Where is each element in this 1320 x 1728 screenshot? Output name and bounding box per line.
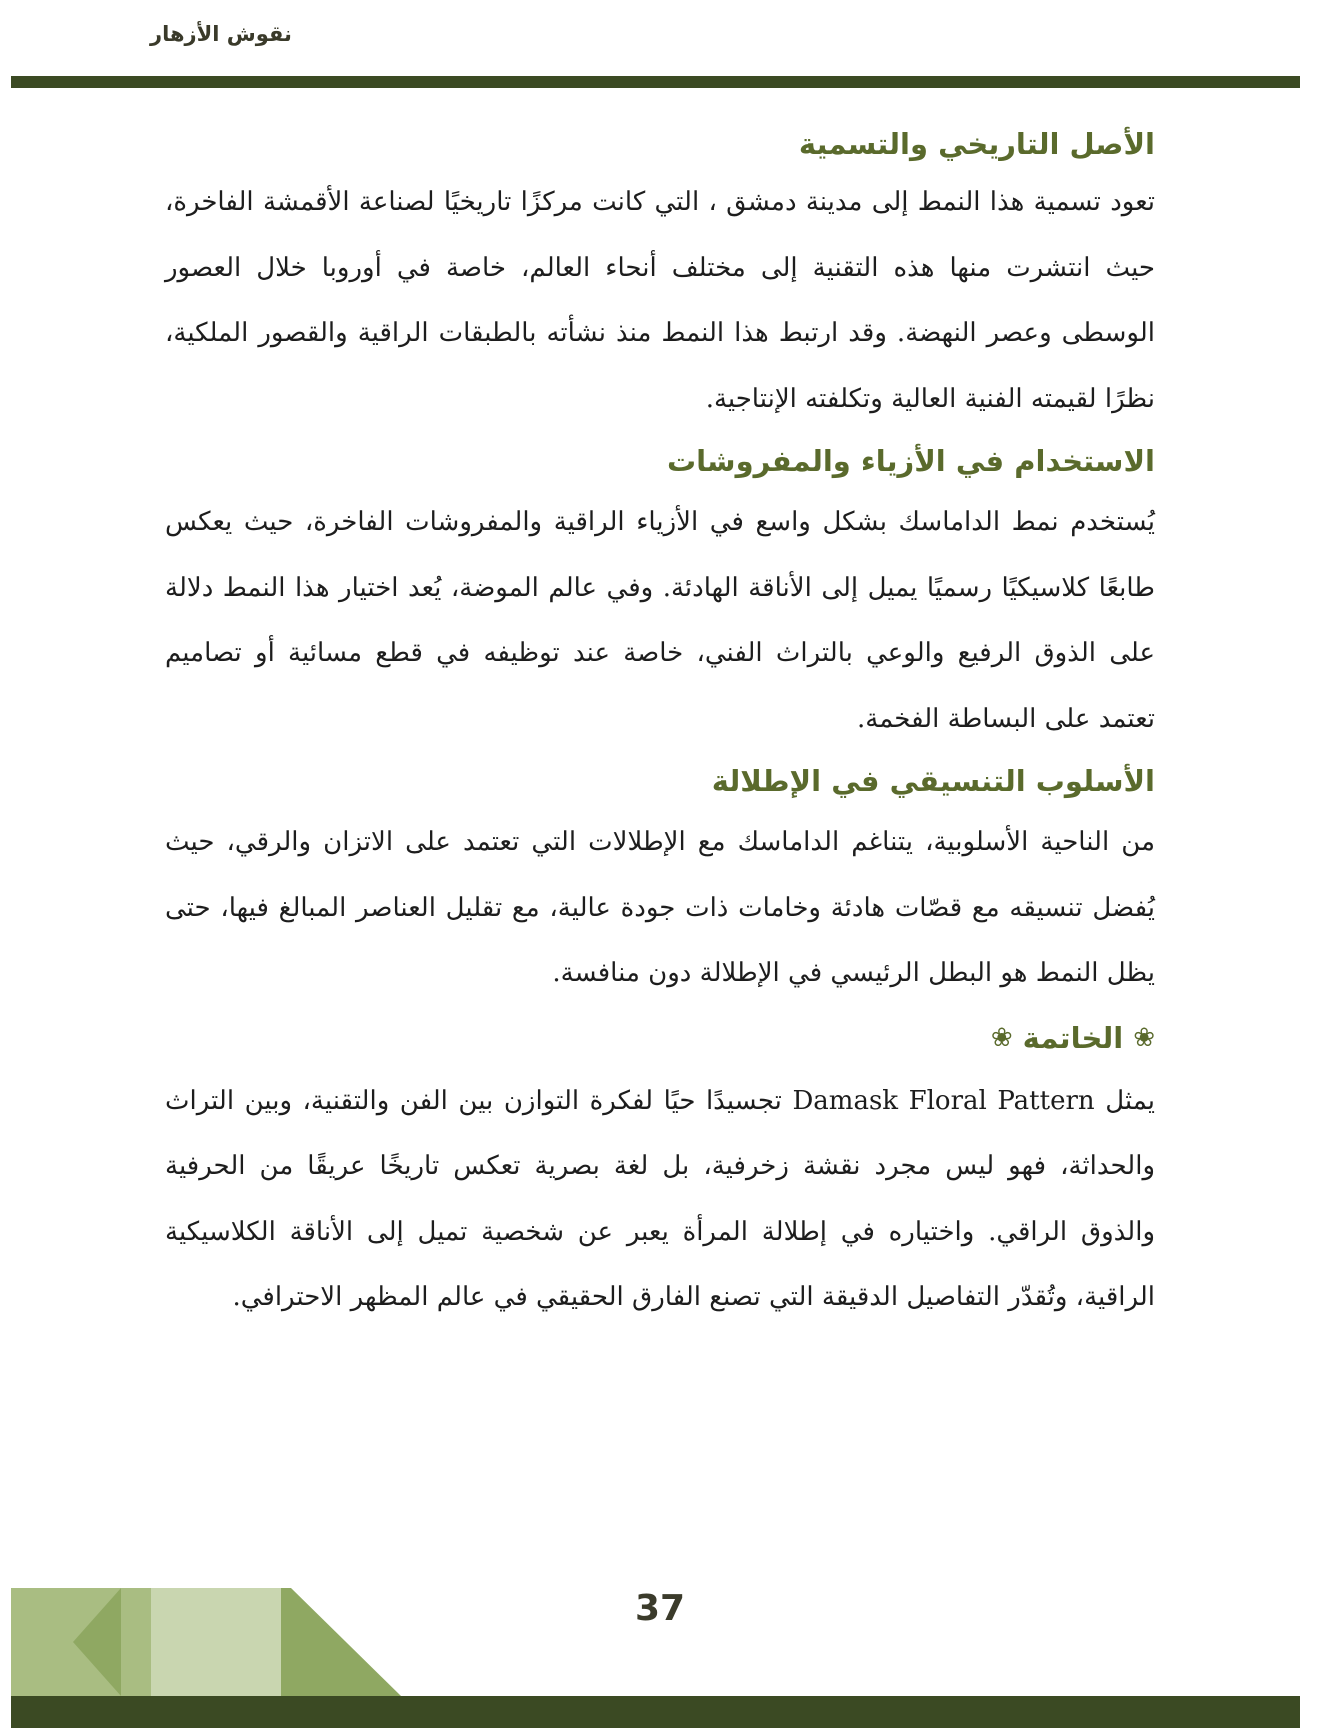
section-heading-styling: الأسلوب التنسيقي في الإطلالة xyxy=(711,764,1155,798)
flower-icon: ❀ xyxy=(1133,1022,1155,1053)
footer-decoration xyxy=(11,1588,441,1696)
main-content xyxy=(165,118,1155,1331)
conclusion-heading-text: الخاتمة xyxy=(1022,1020,1124,1055)
section-body-history: تعود تسمية هذا النمط إلى مدينة دمشق ، التي كانت مركزًا تاريخيًا لصناعة الأقمشة الفاخرة، حيث انتشرت منها هذه التقنية إلى مختلف أنحاء العالم، خاصة في أوروبا خلال العصور الوسطى وعصر النهضة. وقد ارتبط هذا النمط منذ نشأته بالطبقات الراقية والقصور الملكية، نظرًا لقيمته الفنية العالية وتكلفته الإنتاجية. xyxy=(165,187,1155,414)
section-body-styling: من الناحية الأسلوبية، يتناغم الداماسك مع الإطلالات التي تعتمد على الاتزان والرقي، حيث يُفضل تنسيقه مع قصّات هادئة وخامات ذات جودة عالية، مع تقليل العناصر المبالغ فيها، حتى يظل النمط هو البطل الرئيسي في الإطلالة دون منافسة. xyxy=(165,827,1155,988)
conclusion-heading xyxy=(165,1007,1155,1069)
section-heading-usage: الاستخدام في الأزياء والمفروشات xyxy=(667,444,1155,478)
section-heading-history: الأصل التاريخي والتسمية xyxy=(798,127,1155,161)
flower-icon: ❀ xyxy=(990,1022,1013,1053)
section-body-usage: يُستخدم نمط الداماسك بشكل واسع في الأزياء الراقية والمفروشات الفاخرة، حيث يعكس طابعًا كلاسيكيًا رسميًا يميل إلى الأناقة الهادئة. وفي عالم الموضة، يُعد اختيار هذا النمط دلالة على الذوق الرفيع والوعي بالتراث الفني، خاصة عند توظيفه في قطع مسائية أو تصاميم تعتمد على البساطة الفخمة. xyxy=(165,507,1155,734)
conclusion-body: يمثل Damask Floral Pattern تجسيدًا حيًا لفكرة التوازن بين الفن والتقنية، وبين التراث والحداثة، فهو ليس مجرد نقشة زخرفية، بل لغة بصرية تعكس تاريخًا عريقًا من الحرفية والذوق الراقي. واختياره في إطلالة المرأة يعبر عن شخصية تميل إلى الأناقة الكلاسيكية الراقية، وتُقدّر التفاصيل الدقيقة التي تصنع الفارق الحقيقي في عالم المظهر الاحترافي. xyxy=(165,1085,1155,1312)
bottom-rule xyxy=(11,1696,1300,1728)
page-number: 37 xyxy=(634,1588,686,1629)
top-rule xyxy=(11,76,1300,88)
header-title: نقوش الأزهار xyxy=(150,22,292,46)
